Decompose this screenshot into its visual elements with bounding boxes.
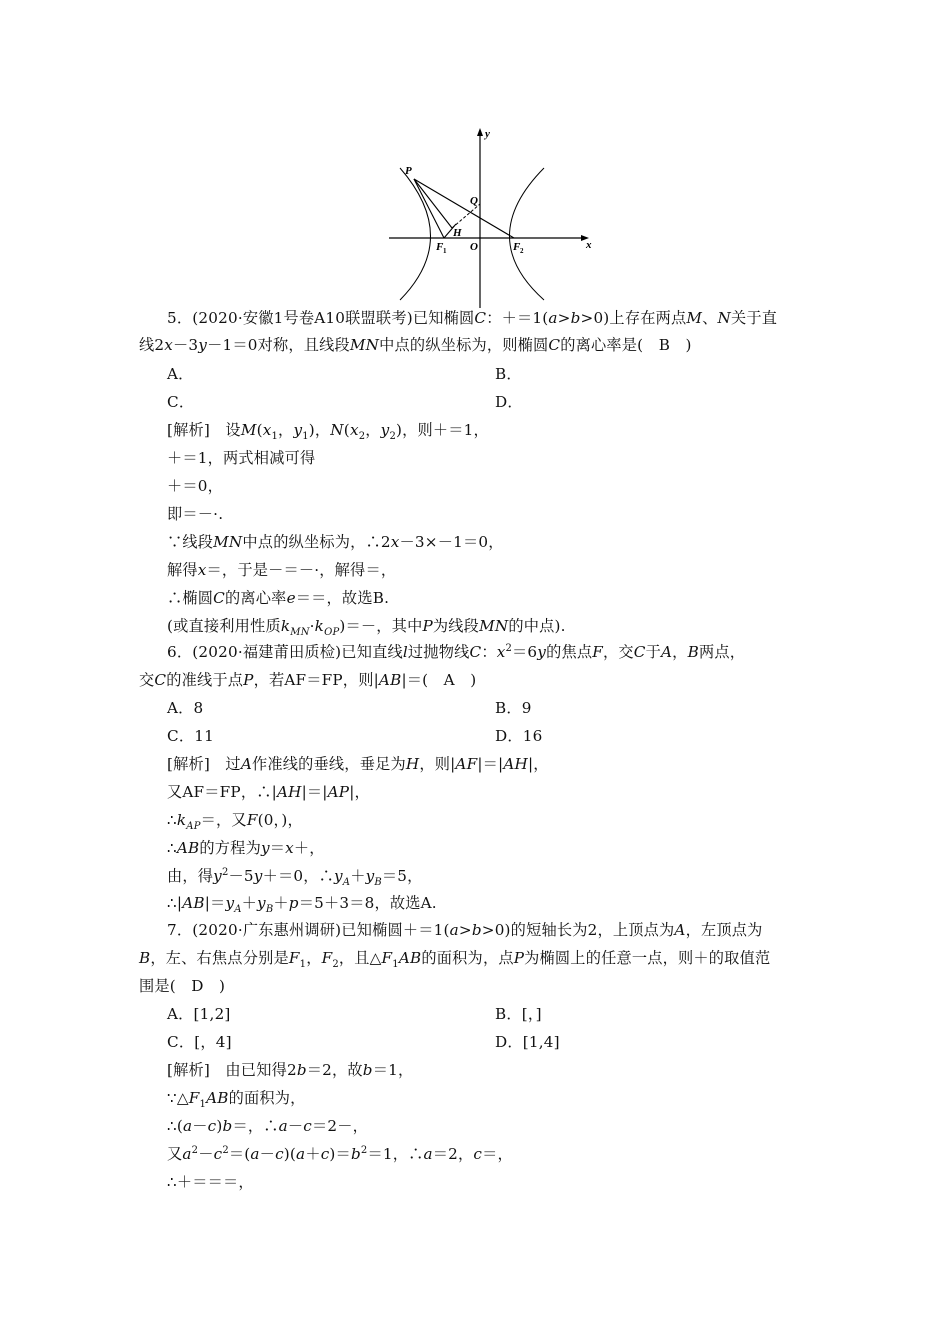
text-line: B．[，]: [495, 1005, 542, 1023]
text-line: B．9: [495, 699, 532, 717]
text-line: ∴AB的方程为y＝x＋，: [167, 839, 325, 857]
text-line: 又$a^2-c^2=(a-c)(a+c)=b^2=1$，∴a＝2，c＝，: [167, 1144, 513, 1163]
label-F2: F: [513, 241, 521, 253]
text-line: 线2x－3y－1＝0对称，且线段MN中点的纵坐标为，则椭圆C的离心率是( B ): [139, 336, 692, 354]
text-line: 5．(2020·安徽1号卷A10联盟联考)已知椭圆C：＋＝1(a>b>0)上存在两点M、N关于直: [167, 309, 778, 327]
label-y: y: [485, 128, 490, 140]
text-line: D．16: [495, 727, 543, 745]
label-F2-sub: 2: [520, 247, 524, 255]
text-line: D．[1,4]: [495, 1033, 560, 1051]
text-line: [解析] 设$M(x_1$，$y_1$)，$N(x_2$，$y_2$)，则＋＝1，: [167, 421, 489, 443]
text-line: $\therefore|AB|=y_A+y_B+p=5+3=8$，故选A.: [167, 894, 437, 916]
label-H: H: [453, 227, 462, 239]
text-line: A．[1,2]: [167, 1005, 231, 1023]
text-line: 由，得$y^2-5y+=0$，$\therefore y_A+y_B=5$，: [167, 866, 423, 889]
text-line: 6．(2020·福建莆田质检)已知直线l过抛物线C：$x^2=6y$的焦点F，交C于A，B两点，: [167, 642, 746, 661]
text-line: ＋＝0，: [167, 477, 224, 495]
text-line: 交C的准线于点P，若AF＝FP，则|AB|＝( A ): [139, 671, 477, 689]
text-line: (或直接利用性质$k_{MN}\cdot k_{OP})=-$，其中P为线段MN的中点).: [167, 617, 566, 639]
text-line: C．11: [167, 727, 214, 745]
text-line: 解得x＝，于是－＝－·，解得＝，: [167, 561, 397, 579]
text-line: A．: [167, 365, 194, 383]
text-line: ＋＝1，两式相减可得: [167, 449, 316, 467]
text-line: 7．(2020·广东惠州调研)已知椭圆＋＝1(a>b>0)的短轴长为2，上顶点为A，左顶点为: [167, 921, 763, 939]
text-line: ∵线段MN中点的纵坐标为，∴2x－3×－1＝0，: [167, 533, 504, 551]
text-line: $\because\triangle F_1AB$的面积为，: [167, 1089, 306, 1111]
label-x: x: [586, 239, 592, 251]
label-O: O: [470, 241, 478, 253]
text-line: D．: [495, 393, 523, 411]
text-line: $\therefore k_{AP}=$，又F(0，)，: [167, 811, 303, 833]
text-line: 又AF＝FP，∴|AH|＝|AP|，: [167, 783, 370, 801]
text-line: B．: [495, 365, 522, 383]
label-F1: F: [436, 241, 444, 253]
text-line: 即＝－·.: [167, 505, 224, 523]
text-line: C．[，4]: [167, 1033, 232, 1051]
label-F1-sub: 1: [443, 247, 447, 255]
text-line: [解析] 过A作准线的垂线，垂足为H，则|AF|＝|AH|，: [167, 755, 549, 773]
text-line: 围是( D ): [139, 977, 226, 995]
label-P: P: [405, 165, 412, 177]
text-line: ∴＋＝＝＝，: [167, 1173, 254, 1191]
text-line: ∴椭圆C的离心率e＝＝，故选B.: [167, 589, 390, 607]
text-line: A．8: [167, 699, 204, 717]
text-line: B，左、右焦点分别是$F_1$，$F_2$，且$\triangle F_1AB$的面积为，点P为椭圆上的任意一点，则＋的取值范: [139, 949, 771, 971]
text-line: [解析] 由已知得2b＝2，故b＝1，: [167, 1061, 414, 1079]
text-line: C．: [167, 393, 195, 411]
label-Q: Q: [470, 195, 478, 207]
text-line: ∴(a－c)b＝，∴a－c＝2－，: [167, 1117, 369, 1135]
